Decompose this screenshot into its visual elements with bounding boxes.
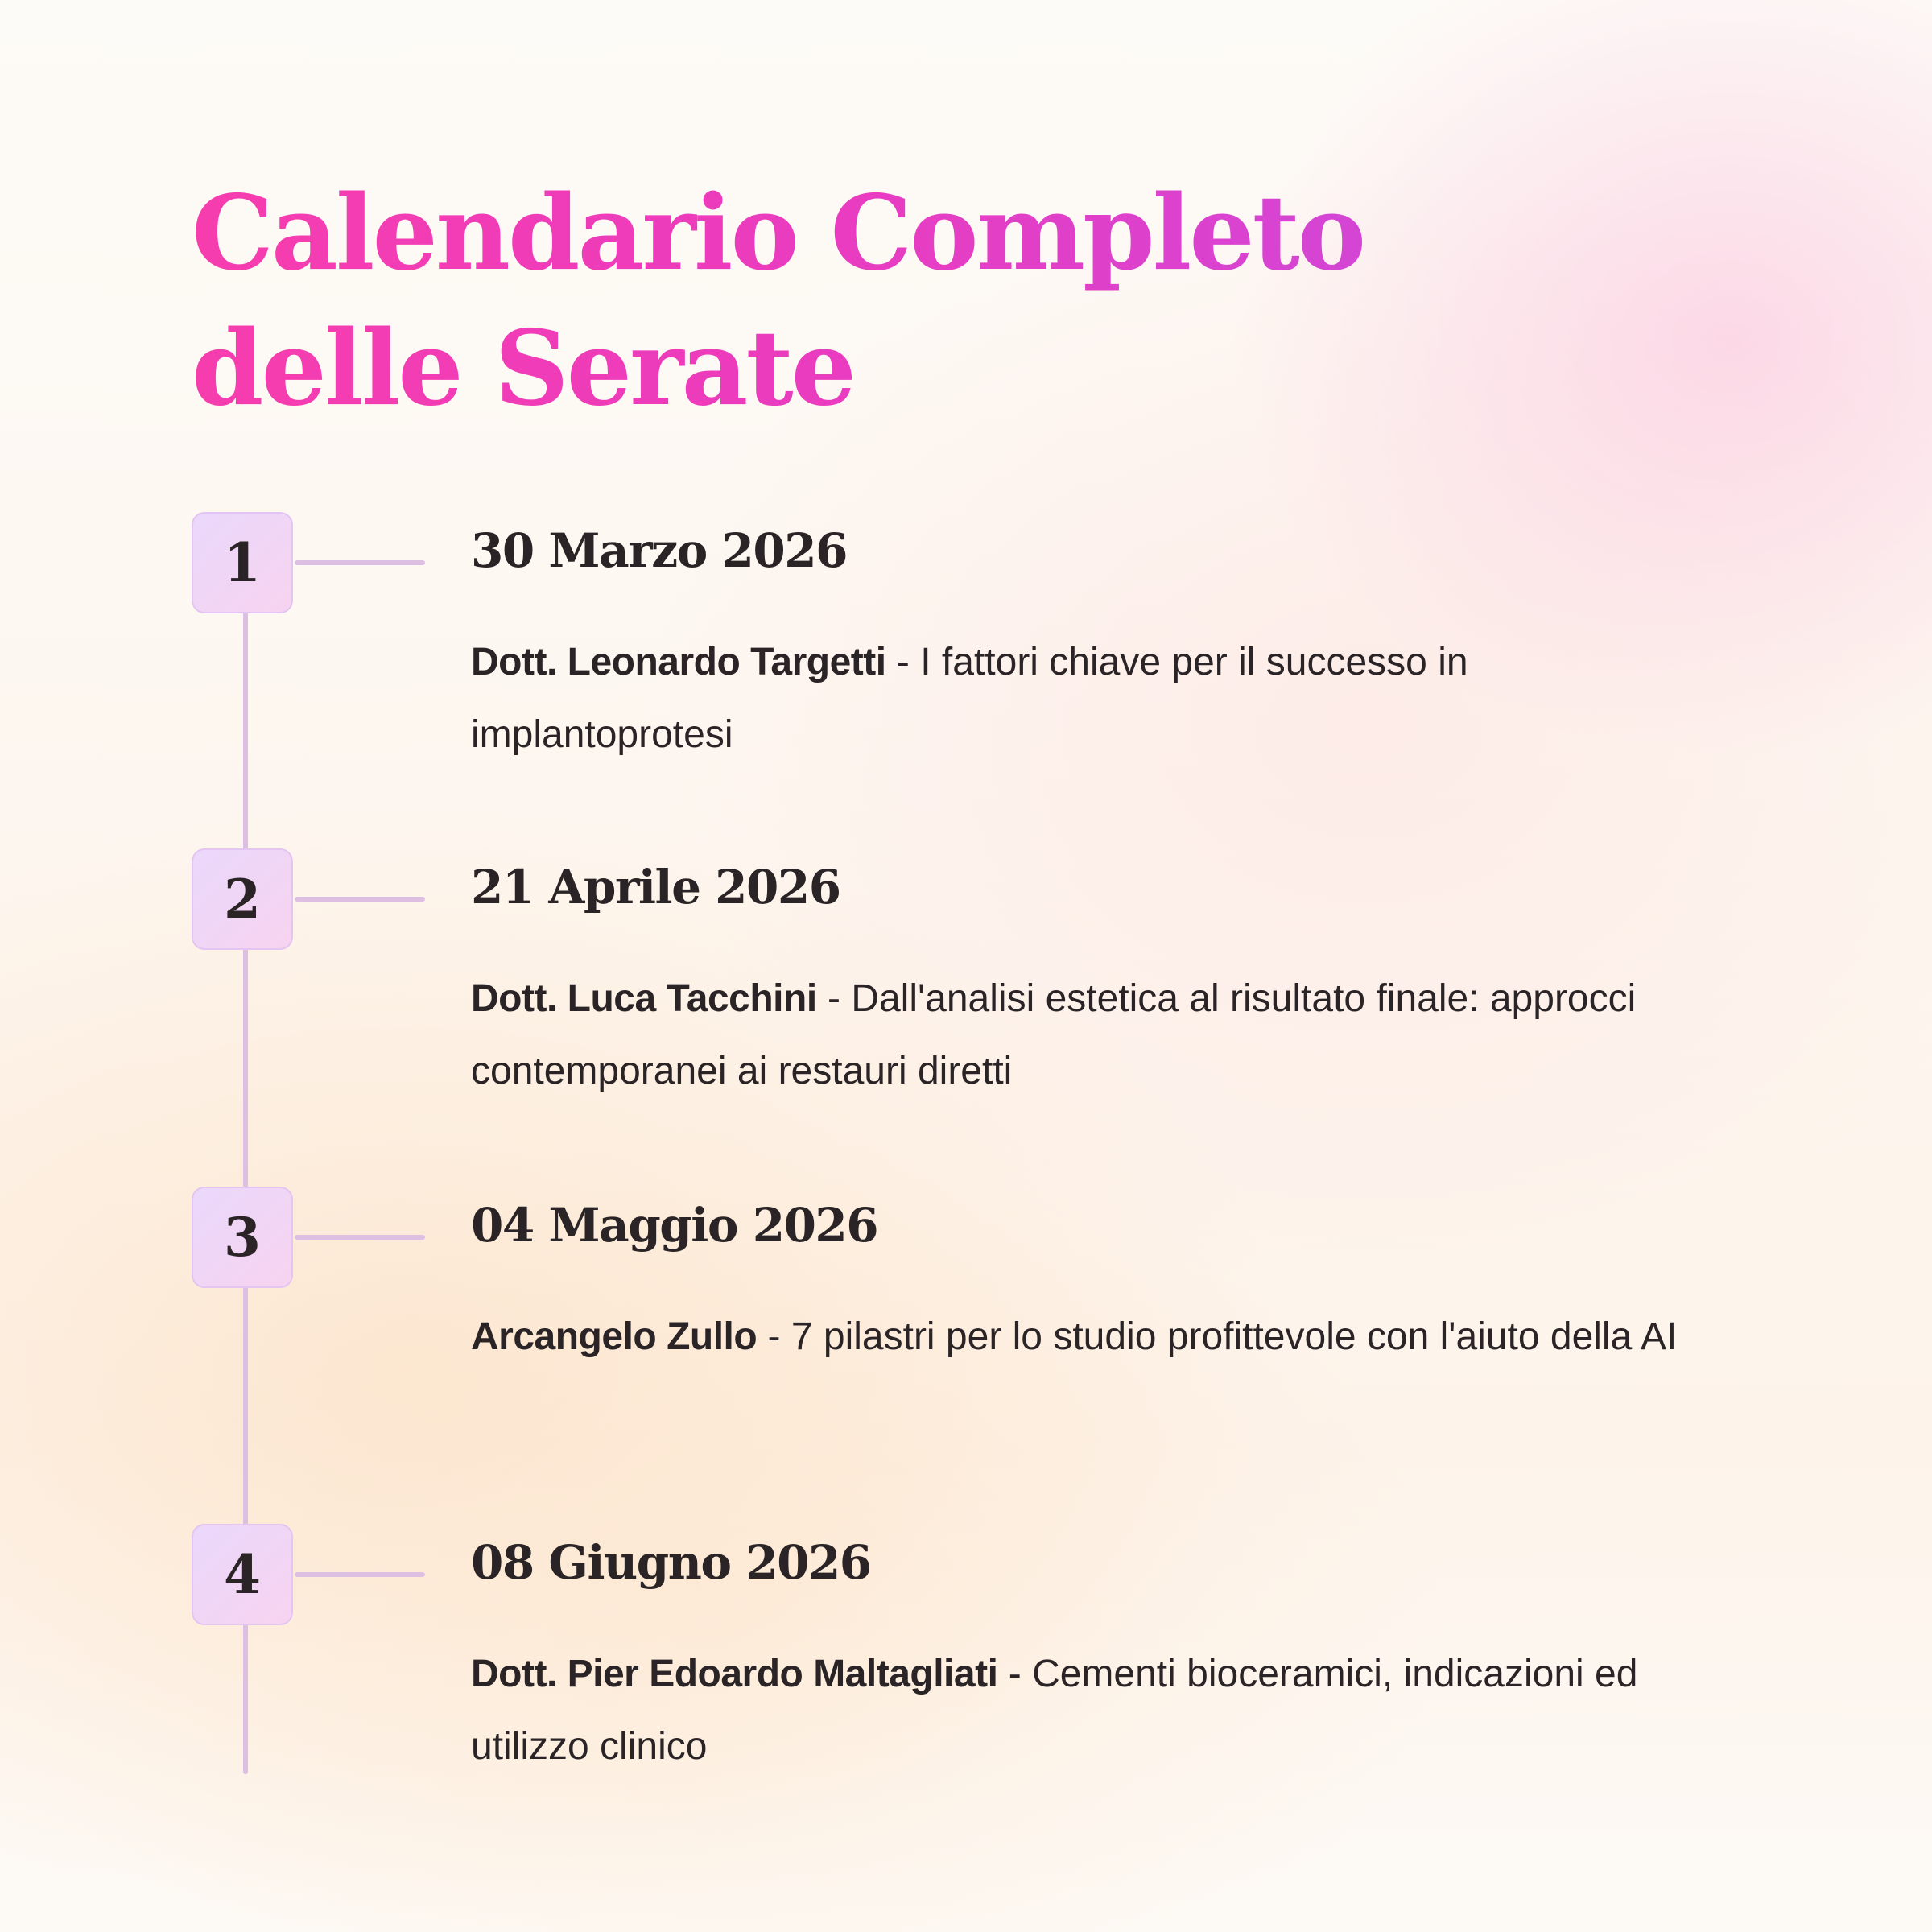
event-separator: - [757,1315,791,1358]
event-date: 08 Giugno 2026 [471,1535,871,1590]
event-date: 04 Maggio 2026 [471,1198,878,1253]
event-description [471,626,1727,771]
event-speaker: Dott. Leonardo Targetti [471,641,886,683]
timeline-event-4 [0,1524,1932,1768]
event-speaker: Dott. Luca Tacchini [471,977,817,1020]
event-separator: - [997,1653,1033,1695]
timeline-event-1 [0,512,1932,756]
event-connector-line [295,560,425,565]
event-date: 21 Aprile 2026 [471,860,840,914]
timeline-event-3 [0,1187,1932,1428]
timeline-event-2 [0,848,1932,1090]
event-separator: - [886,641,921,683]
event-connector-line [295,1572,425,1577]
event-number-badge: 4 [192,1524,293,1625]
event-separator: - [816,977,852,1020]
event-speaker: Arcangelo Zullo [471,1315,758,1358]
event-connector-line [295,897,425,902]
event-description [471,963,1727,1108]
event-connector-line [295,1235,425,1240]
event-description [471,1638,1727,1783]
event-description [471,1301,1727,1373]
event-topic: I fattori chiave per il successo in implantoprotesi [471,641,1468,756]
event-topic: Dall'analisi estetica al risultato finale: approcci contemporanei ai restauri diretti [471,977,1637,1092]
event-number-badge: 3 [192,1187,293,1288]
page-title: Calendario Completo delle Serate [192,166,1641,436]
event-date: 30 Marzo 2026 [471,523,847,578]
event-number-badge: 1 [192,512,293,613]
event-speaker: Dott. Pier Edoardo Maltagliati [471,1653,998,1695]
event-topic: Cementi bioceramici, indicazioni ed utilizzo clinico [471,1653,1638,1768]
event-number-badge: 2 [192,848,293,950]
event-topic: 7 pilastri per lo studio profittevole con l'aiuto della AI [791,1315,1678,1358]
